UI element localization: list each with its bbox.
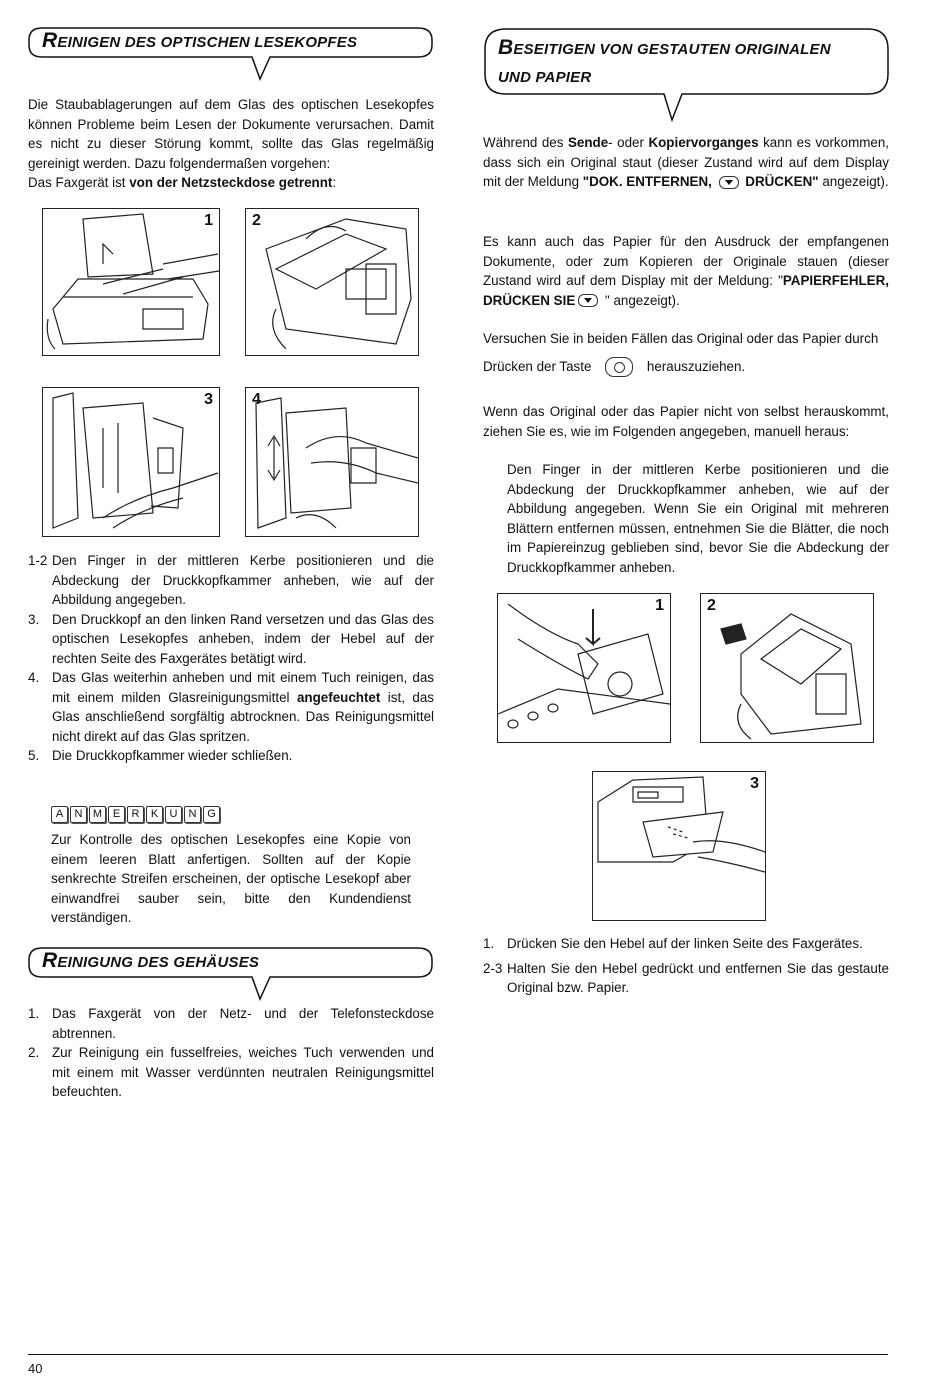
figure-1: 1 [42, 208, 220, 356]
steps-list [28, 1004, 434, 1102]
down-arrow-key-icon [578, 294, 598, 307]
figure-jam-2: 2 [700, 593, 874, 743]
list-item: 1-2 Den Finger in der mittleren Kerbe positionieren und die Abdeckung der Druckkopfkammer anheben, wie auf der Abbildung angegeben. [28, 553, 434, 607]
paragraph-1: Während des Sende- oder Kopiervorganges kann es vorkommen, dass sich ein Original staut (dieser Zustand wird auf dem Display mit der Meldung "DOK. ENTFERNEN, DRÜCKEN" angezeigt). [483, 135, 889, 189]
section-heading-beseitigen [484, 28, 890, 123]
list-item: 1. Das Faxgerät von der Netz- und der Telefonsteckdose abtrennen. [28, 1006, 434, 1041]
paragraph-3: Versuchen Sie in beiden Fällen das Original oder das Papier durch Drücken der Taste herauszuziehen. [483, 329, 889, 377]
figure-3: 3 [42, 387, 220, 537]
steps-list [483, 934, 889, 998]
section-title: REINIGEN DES OPTISCHEN LESEKOPFES [42, 29, 358, 52]
footer-rule [28, 1354, 888, 1355]
paragraph-4: Wenn das Original oder das Papier nicht von selbst herauskommt, ziehen Sie es, wie im Folgenden angegeben, manuell heraus: [483, 404, 889, 439]
fax-illustration [498, 594, 670, 742]
down-arrow-key-icon [719, 176, 739, 189]
fax-illustration [701, 594, 873, 742]
section-title: BESEITIGEN VON GESTAUTEN ORIGINALEN UND PAPIER [498, 36, 831, 86]
figure-jam-1: 1 [497, 593, 671, 743]
list-item: 4. Das Glas weiterhin anheben und mit einem Tuch reinigen, das mit einem milden Glasreinigungsmittel angefeuchtet ist, das Glas anschließend sorgfältig abtrocknen. Das Reinigungsmittel nicht direkt auf das Glas spritzen. [28, 670, 434, 744]
fax-illustration [43, 209, 219, 355]
section-heading-reinigen-lesekopf [28, 27, 434, 82]
note-text: Zur Kontrolle des optischen Lesekopfes eine Kopie von einem leeren Blatt anfertigen. Sollten auf der Kopie senkrechte Streifen erscheinen, der optische Lesekopf aber einwandfrei sauber sein, bitte den Kundendienst verständigen. [51, 832, 411, 925]
list-item: 2. Zur Reinigung ein fusselfreies, weiches Tuch verwenden und mit einem mit Wasser verdünnten neutralen Reinigungsmittel befeuchten. [28, 1045, 434, 1099]
fax-illustration [246, 209, 418, 355]
paragraph-2: Es kann auch das Papier für den Ausdruck der empfangenen Dokumente, oder zum Kopieren der Originale stauen (dieser Zustand wird auf dem Display mit der Meldung: "PAPIERFEHLER, DRÜCKEN SIE " angezeigt). [483, 234, 889, 308]
fax-illustration [593, 772, 765, 920]
fax-illustration [246, 388, 418, 536]
list-item: 2-3 Halten Sie den Hebel gedrückt und entfernen Sie das gestaute Original bzw. Papier. [483, 960, 889, 995]
figure-jam-3: 3 [592, 771, 766, 921]
list-item: 3. Den Druckkopf an den linken Rand versetzen und das Glas des optischen Lesekopfes anheben, indem der Hebel auf der rechten Seite des Faxgerätes betätigt wird. [28, 611, 434, 666]
page-number: 40 [28, 1361, 43, 1376]
figure-2: 2 [245, 208, 419, 356]
steps-list [28, 551, 434, 766]
list-item: 5. Die Druckkopfkammer wieder schließen. [28, 748, 293, 763]
paragraph-5: Den Finger in der mittleren Kerbe positionieren und die Abdeckung der Druckkopfkammer anheben, wie auf der Abbildung angegeben. Wenn Sie ein Original mit mehreren Blättern entfernen müssen, entnehmen Sie die Blätter, die noch im Papiereinzug geblieben sind, bevor Sie die Abdeckung der Druckkopfkammer anheben. [507, 462, 889, 575]
figure-4: 4 [245, 387, 419, 537]
note-label: A N M E R K U N G [51, 803, 222, 823]
fax-illustration [43, 388, 219, 536]
stop-key-icon [605, 357, 633, 377]
list-item: 1. Drücken Sie den Hebel auf der linken Seite des Faxgerätes. [483, 936, 863, 951]
section-title: REINIGUNG DES GEHÄUSES [42, 949, 260, 972]
section-heading-reinigung-gehaeuse [28, 947, 434, 1002]
intro-paragraph: Die Staubablagerungen auf dem Glas des optischen Lesekopfes können Probleme beim Lesen der Dokumente verursachen. Damit es nicht zu dieser Störung kommt, sollte das Glas regelmäßig gereinigt werden. Dazu folgendermaßen vorgehen: Das Faxgerät ist von der Netzsteckdose getrennt: [28, 97, 434, 190]
